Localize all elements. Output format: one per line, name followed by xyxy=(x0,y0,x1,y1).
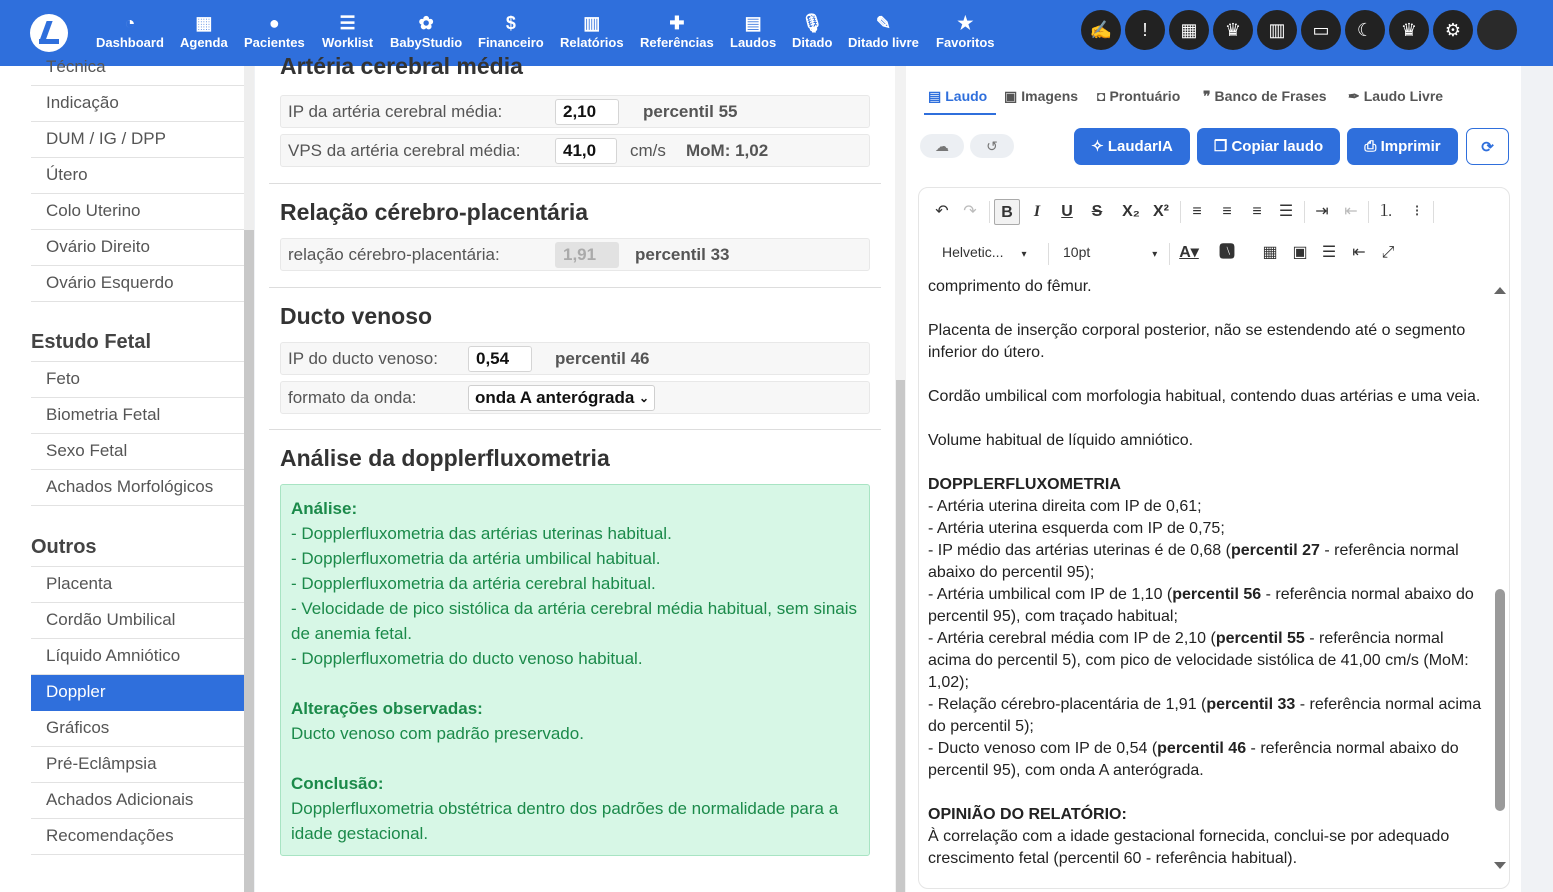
toolbar-divider xyxy=(1180,201,1181,223)
nav-item-label: Ditado livre xyxy=(848,35,919,50)
doc-line: - Relação cérebro-placentária de 1,91 (percentil 33 - referência normal acima do percentil 5); xyxy=(928,696,1482,735)
laudaria-button[interactable] xyxy=(1074,128,1190,165)
align-justify-icon[interactable]: ☰ xyxy=(1278,203,1294,220)
rcp-value: 1,91 xyxy=(555,242,619,268)
laudaria-label: LaudarIA xyxy=(1107,138,1173,155)
field-label: IP do ducto venoso: xyxy=(288,349,438,368)
nav-item-favoritos[interactable] xyxy=(936,12,995,52)
tab-banco-de-frases[interactable] xyxy=(1203,88,1327,105)
tab-label: Laudo xyxy=(945,88,988,104)
dashboard-icon: ◔ xyxy=(124,13,136,33)
section-title-dv: Ducto venoso xyxy=(280,303,433,329)
sidebar-item[interactable]: Ovário Direito xyxy=(31,230,244,266)
sidebar-item[interactable]: Recomendações xyxy=(31,819,244,855)
sidebar-item[interactable]: Gráficos xyxy=(31,711,244,747)
analysis-line: - Dopplerfluxometria do ducto venoso habitual. xyxy=(291,649,643,668)
rcp-percentile: percentil 33 xyxy=(635,245,730,264)
indent-block-icon[interactable]: ⇤ xyxy=(1352,244,1366,261)
analysis-box xyxy=(280,484,870,856)
field-label: VPS da artéria cerebral média: xyxy=(288,141,521,160)
nav-item-label: Pacientes xyxy=(244,35,305,50)
building-icon[interactable]: ▥ xyxy=(1257,10,1297,50)
dv-ip-input[interactable]: 0,54 xyxy=(468,346,532,372)
dv-ip-percentile: percentil 46 xyxy=(555,349,650,368)
sidebar-item[interactable]: Biometria Fetal xyxy=(31,398,244,434)
crown-icon[interactable]: ♛ xyxy=(1389,10,1429,50)
strikethrough-icon[interactable]: S xyxy=(1091,203,1103,220)
analysis-line: - Dopplerfluxometria das artérias uterinas habitual. xyxy=(291,524,672,543)
field-row-rcp xyxy=(280,238,870,271)
conclusion-text: Dopplerfluxometria obstétrica dentro dos padrões de normalidade para a idade gestacional. xyxy=(291,799,839,843)
sidebar-item[interactable]: Indicação xyxy=(31,86,244,122)
alert-icon[interactable]: ! xyxy=(1125,10,1165,50)
refresh-button[interactable] xyxy=(1466,128,1509,165)
indent-icon[interactable]: ⇥ xyxy=(1315,203,1329,220)
field-label: relação cérebro-placentária: xyxy=(288,245,500,264)
acm-vps-unit: cm/s xyxy=(630,141,666,160)
bullet-list-icon[interactable]: ⁝ xyxy=(1414,203,1420,220)
sidebar-item[interactable]: Placenta xyxy=(31,567,244,603)
sidebar-item-active[interactable]: Doppler xyxy=(31,675,244,711)
toolbar-divider xyxy=(1169,243,1170,265)
nav-item-label: Referências xyxy=(640,35,714,50)
pen-icon: ✒ xyxy=(1348,88,1360,104)
active-tab-indicator xyxy=(924,113,996,115)
tab-label: Prontuário xyxy=(1109,88,1181,104)
doc-line: - IP médio das artérias uterinas é de 0,68 (percentil 27 - referência normal abaixo do percentil 95); xyxy=(928,542,1459,581)
nav-item-worklist[interactable] xyxy=(322,12,373,52)
doc-paragraph: Volume habitual de líquido amniótico. xyxy=(928,432,1194,449)
superscript-icon[interactable]: X² xyxy=(1153,203,1169,220)
doc-line: - Artéria uterina esquerda com IP de 0,75; xyxy=(928,520,1225,537)
doc-paragraph: comprimento do fêmur. xyxy=(928,278,1092,295)
cloud-icon[interactable]: ☁ xyxy=(920,134,964,158)
calendar-icon[interactable]: ▦ xyxy=(1169,10,1209,50)
chevron-down-icon: ⌄ xyxy=(638,391,649,405)
moon-icon[interactable]: ☾ xyxy=(1345,10,1385,50)
chevron-down-icon: ▾ xyxy=(1152,249,1158,260)
doc-line: - Artéria uterina direita com IP de 0,61; xyxy=(928,498,1202,515)
toolbar-divider xyxy=(1304,201,1305,223)
doc-paragraph: Placenta de inserção corporal posterior, não se estendendo até o segmento inferior do útero. xyxy=(928,322,1466,361)
sidebar-item[interactable]: Achados Morfológicos xyxy=(31,470,244,506)
sidebar-item[interactable]: Ovário Esquerdo xyxy=(31,266,244,302)
avatar[interactable] xyxy=(1477,10,1517,50)
acm-ip-input[interactable]: 2,10 xyxy=(555,99,619,125)
acm-ip-percentile: percentil 55 xyxy=(643,102,738,121)
divider xyxy=(269,287,881,288)
analysis-line: - Dopplerfluxometria da artéria umbilical habitual. xyxy=(291,549,661,568)
field-label: formato da onda: xyxy=(288,388,417,407)
gear-icon[interactable]: ⚙ xyxy=(1433,10,1473,50)
nav-item-label: Agenda xyxy=(180,35,228,50)
sidebar-item[interactable]: Técnica xyxy=(31,50,244,86)
copy-report-button[interactable] xyxy=(1197,128,1340,165)
nav-item-label: Ditado xyxy=(792,35,833,50)
acm-vps-mom: MoM: 1,02 xyxy=(686,141,769,160)
signature-icon[interactable]: ✍ xyxy=(1081,10,1121,50)
analysis-line: - Dopplerfluxometria da artéria cerebral habitual. xyxy=(291,574,656,593)
bold-icon[interactable]: B xyxy=(994,199,1020,225)
nav-item-ditado-livre[interactable] xyxy=(848,12,919,52)
subscript-icon[interactable]: X₂ xyxy=(1122,203,1140,220)
nav-item-label: Dashboard xyxy=(96,35,164,50)
sidebar-item[interactable]: Colo Uterino xyxy=(31,194,244,230)
table-icon[interactable]: ▦ xyxy=(1262,244,1278,261)
nav-item-laudos[interactable] xyxy=(730,12,776,52)
sidebar-item[interactable]: Útero xyxy=(31,158,244,194)
nav-item-financeiro[interactable] xyxy=(478,12,544,52)
star-icon: ★ xyxy=(957,13,974,33)
text-color-icon[interactable]: A▾ xyxy=(1179,244,1199,261)
nav-item-ditado[interactable] xyxy=(792,12,832,52)
doc-heading-opiniao: OPINIÃO DO RELATÓRIO: xyxy=(928,806,1127,823)
underline-icon[interactable]: U xyxy=(1061,203,1073,220)
numbered-list-icon[interactable]: ⒈ xyxy=(1377,203,1394,220)
nav-item-dashboard[interactable] xyxy=(96,12,164,52)
sidebar-item[interactable]: Sexo Fetal xyxy=(31,434,244,470)
divider xyxy=(269,429,881,430)
scroll-down-arrow[interactable] xyxy=(1494,862,1506,869)
fullscreen-icon[interactable]: ⤢ xyxy=(1381,244,1395,261)
toolbar-divider xyxy=(989,201,990,223)
folder-icon: ◘ xyxy=(1097,88,1106,104)
doc-line: - Artéria umbilical com IP de 1,10 (percentil 56 - referência normal abaixo do percentil 95), com traçado habitual; xyxy=(928,586,1474,625)
nav-item-label: Favoritos xyxy=(936,35,995,50)
font-size-select[interactable] xyxy=(1063,244,1157,260)
print-button[interactable] xyxy=(1347,128,1458,165)
chevron-down-icon: ▾ xyxy=(1021,249,1027,260)
highlight-color-icon[interactable]: 🅰 xyxy=(1218,244,1235,261)
refresh-icon: ⟳ xyxy=(1481,139,1494,156)
copy-icon: ❐ xyxy=(1213,138,1232,155)
sidebar-item[interactable]: Feto xyxy=(31,362,244,398)
magic-wand-icon: ✧ xyxy=(1091,138,1108,155)
toolbar-divider xyxy=(1433,201,1434,223)
section-title-rcp: Relação cérebro-placentária xyxy=(280,199,589,225)
sidebar-section-heading: Estudo Fetal xyxy=(31,322,244,362)
nav-item-referências[interactable] xyxy=(640,12,714,52)
field-label: IP da artéria cerebral média: xyxy=(288,102,503,121)
nav-item-label: BabyStudio xyxy=(390,35,463,50)
section-title-analysis: Análise da dopplerfluxometria xyxy=(280,445,610,471)
tab-imagens[interactable] xyxy=(1004,88,1078,105)
dv-wave-selected: onda A anterógrada xyxy=(475,388,635,407)
editor-scrollbar-thumb[interactable] xyxy=(1495,589,1505,811)
mic-icon: 🎙 xyxy=(800,13,824,33)
changes-text: Ducto venoso com padrão preservado. xyxy=(291,724,584,743)
field-row-dv-ip xyxy=(280,342,870,375)
doc-paragraph: À correlação com a idade gestacional fornecida, conclui-se por adequado crescimento fetal (percentil 60 - referência habitual). xyxy=(928,828,1450,867)
section-title-acm: Artéria cerebral média xyxy=(280,53,523,79)
doc-line: - Ducto venoso com IP de 0,54 (percentil 46 - referência normal abaixo do percentil 95), com onda A anterógrada. xyxy=(928,740,1459,779)
sidebar-item[interactable]: Líquido Amniótico xyxy=(31,639,244,675)
history-icon[interactable]: ↺ xyxy=(970,134,1014,158)
analysis-line: - Velocidade de pico sistólica da artéria cerebral média habitual, sem sinais de anemia fetal. xyxy=(291,599,858,643)
list-icon: ☰ xyxy=(339,13,356,33)
acm-vps-input[interactable]: 41,0 xyxy=(555,138,617,164)
tab-laudo[interactable] xyxy=(928,88,987,105)
ticket-icon[interactable]: ▭ xyxy=(1301,10,1341,50)
divider xyxy=(269,183,881,184)
nav-item-agenda[interactable] xyxy=(180,12,228,52)
sidebar-item[interactable]: Achados Adicionais xyxy=(31,783,244,819)
tab-laudo-livre[interactable] xyxy=(1348,88,1443,105)
middle-scrollbar-thumb[interactable] xyxy=(896,380,905,892)
chart-icon: ▥ xyxy=(583,13,601,33)
changes-heading: Alterações observadas: xyxy=(291,699,483,718)
font-family-select[interactable] xyxy=(942,244,1027,260)
nav-item-babystudio[interactable] xyxy=(390,12,462,52)
book-icon: ✚ xyxy=(669,13,685,33)
italic-icon[interactable]: I xyxy=(1033,203,1041,220)
field-row-dv-wave xyxy=(280,381,870,414)
printer-icon: ⎙ xyxy=(1364,138,1381,155)
calendar-icon: ▦ xyxy=(195,13,213,33)
redo-icon[interactable]: ↷ xyxy=(963,203,977,220)
field-row-acm-vps xyxy=(280,134,870,167)
nav-item-pacientes[interactable] xyxy=(244,12,305,52)
nav-item-label: Financeiro xyxy=(478,35,544,50)
feather-icon: ✎ xyxy=(875,13,891,33)
sidebar-scrollbar-thumb[interactable] xyxy=(244,230,254,892)
align-right-icon[interactable]: ≡ xyxy=(1252,203,1262,220)
align-center-icon[interactable]: ≡ xyxy=(1222,203,1232,220)
dv-wave-select[interactable] xyxy=(468,385,655,411)
tab-label: Laudo Livre xyxy=(1363,88,1444,104)
doc-heading-doppler: DOPPLERFLUXOMETRIA xyxy=(928,476,1121,493)
horizontal-rule-icon[interactable]: ☰ xyxy=(1321,244,1337,261)
nav-item-relatórios[interactable] xyxy=(560,12,624,52)
user-icon: ● xyxy=(268,13,280,33)
nav-item-label: Worklist xyxy=(322,35,374,50)
align-left-icon[interactable]: ≡ xyxy=(1192,203,1202,220)
baby-icon: ✿ xyxy=(418,13,434,33)
sidebar-item[interactable]: Cordão Umbilical xyxy=(31,603,244,639)
nav-item-label: Relatórios xyxy=(560,35,624,50)
image-icon: ▣ xyxy=(1004,88,1018,104)
toolbar-divider xyxy=(1368,201,1369,223)
conclusion-heading: Conclusão: xyxy=(291,774,384,793)
image-icon[interactable]: ▣ xyxy=(1292,244,1308,261)
sidebar-item[interactable]: DUM / IG / DPP xyxy=(31,122,244,158)
sidebar-section-heading: Outros xyxy=(31,527,244,567)
tab-label: Banco de Frases xyxy=(1214,88,1327,104)
dollar-icon: $ xyxy=(505,13,516,33)
font-family-value: Helvetic... xyxy=(942,244,1004,260)
analysis-heading: Análise: xyxy=(291,499,358,518)
undo-icon[interactable]: ↶ xyxy=(935,203,949,220)
copy-label: Copiar laudo xyxy=(1231,138,1324,155)
print-label: Imprimir xyxy=(1380,138,1441,155)
nav-item-label: Laudos xyxy=(730,35,777,50)
outdent-icon[interactable]: ⇤ xyxy=(1344,203,1358,220)
crown-icon[interactable]: ♛ xyxy=(1213,10,1253,50)
file-icon: ▤ xyxy=(744,13,762,33)
quote-icon: ❞ xyxy=(1203,88,1211,104)
toolbar-divider xyxy=(1048,243,1049,265)
file-icon: ▤ xyxy=(928,88,942,104)
field-row-acm-ip xyxy=(280,95,870,128)
report-document[interactable] xyxy=(928,278,1488,874)
scroll-up-arrow[interactable] xyxy=(1494,287,1506,294)
doc-paragraph: Cordão umbilical com morfologia habitual, contendo duas artérias e uma veia. xyxy=(928,388,1481,405)
font-size-value: 10pt xyxy=(1063,244,1091,260)
app-logo[interactable] xyxy=(30,14,68,52)
sidebar-item[interactable]: Pré-Eclâmpsia xyxy=(31,747,244,783)
doc-line: - Artéria cerebral média com IP de 2,10 (percentil 55 - referência normal acima do percentil 5), com pico de velocidade sistólica de 41,00 cm/s (MoM: 1,02); xyxy=(928,630,1469,691)
tab-prontuário[interactable] xyxy=(1097,88,1180,104)
tab-label: Imagens xyxy=(1021,88,1079,104)
